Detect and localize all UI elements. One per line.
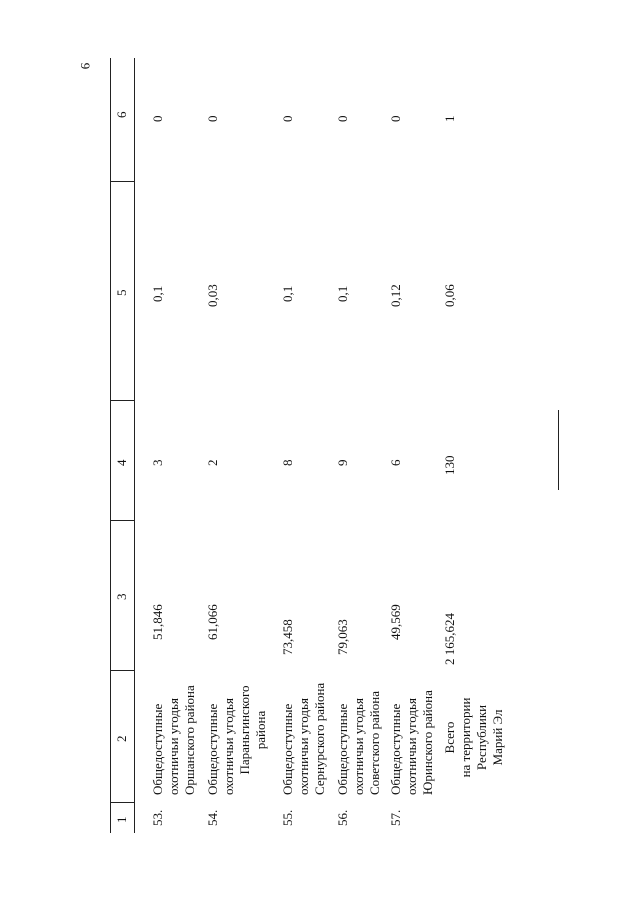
row-area: 73,458 <box>280 619 295 655</box>
row-name: Общедоступные охотничьи угодья Сернурского района <box>280 682 327 795</box>
col-sep-5-6 <box>110 181 135 182</box>
row-name: Общедоступные охотничьи угодья Параньгинского района <box>205 685 268 795</box>
row-density: 0,06 <box>442 284 457 307</box>
row-col6: 0 <box>205 115 220 122</box>
header-col-4: 4 <box>114 459 129 466</box>
row-col6: 1 <box>442 115 457 122</box>
row-name: Всего на территории Республики Марий Эл <box>442 697 505 778</box>
row-density: 0,1 <box>280 285 295 302</box>
row-area: 49,569 <box>388 604 403 640</box>
row-name: Общедоступные охотничьи угодья Юринского района <box>388 690 435 795</box>
row-density: 0,03 <box>205 284 220 307</box>
row-number: 57. <box>388 809 403 826</box>
row-area: 51,846 <box>150 604 165 640</box>
row-count: 130 <box>442 455 457 475</box>
row-count: 9 <box>335 459 350 466</box>
row-name: Общедоступные охотничьи угодья Оршанского района <box>150 685 197 795</box>
closing-rule <box>558 410 559 490</box>
row-number: 56. <box>335 809 350 826</box>
row-area: 2 165,624 <box>442 613 457 665</box>
header-bottom-border <box>134 58 135 833</box>
header-col-1: 1 <box>114 816 129 823</box>
row-number: 53. <box>150 809 165 826</box>
row-name: Общедоступные охотничьи угодья Советского района <box>335 691 382 795</box>
row-number: 54. <box>205 809 220 826</box>
col-sep-3-4 <box>110 520 135 521</box>
row-col6: 0 <box>150 115 165 122</box>
col-sep-1-2 <box>110 802 135 803</box>
header-col-3: 3 <box>114 593 129 600</box>
header-col-5: 5 <box>114 289 129 296</box>
row-col6: 0 <box>388 115 403 122</box>
header-col-6: 6 <box>114 111 129 118</box>
row-count: 3 <box>150 459 165 466</box>
header-col-2: 2 <box>114 735 129 742</box>
row-col6: 0 <box>280 115 295 122</box>
table-top-border <box>110 58 111 833</box>
row-col6: 0 <box>335 115 350 122</box>
row-count: 8 <box>280 459 295 466</box>
col-sep-4-5 <box>110 400 135 401</box>
page-number: 9 <box>78 62 93 70</box>
row-area: 61,066 <box>205 604 220 640</box>
row-count: 6 <box>388 459 403 466</box>
row-density: 0,12 <box>388 284 403 307</box>
row-density: 0,1 <box>335 285 350 302</box>
row-area: 79,063 <box>335 619 350 655</box>
row-number: 55. <box>280 809 295 826</box>
row-density: 0,1 <box>150 285 165 302</box>
row-count: 2 <box>205 459 220 466</box>
col-sep-2-3 <box>110 670 135 671</box>
